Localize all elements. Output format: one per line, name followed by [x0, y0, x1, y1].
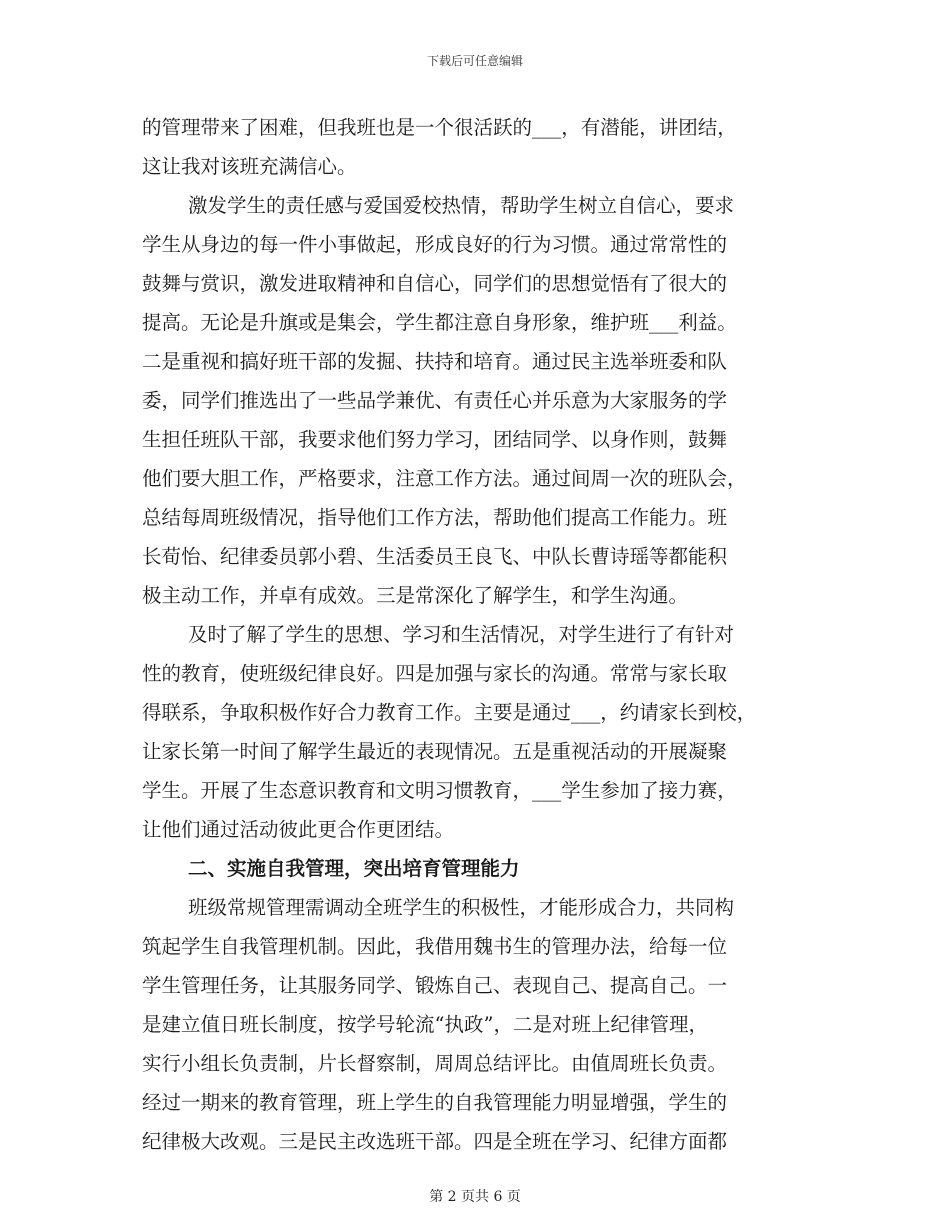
text-line: 的管理带来了困难，但我班也是一个很活跃的___，有潜能，讲团结，	[142, 116, 737, 139]
text-line: 实行小组长负责制，片长督察制，周周总结评比。由值周班长负责。	[142, 1052, 728, 1075]
text-line: 激发学生的责任感与爱国爱校热情，帮助学生树立自信心，要求	[188, 194, 735, 217]
text-line: 学生管理任务，让其服务同学、锻炼自己、表现自己、提高自己。一	[142, 974, 728, 997]
text-line: 纪律极大改观。三是民主改选班干部。四是全班在学习、纪律方面都	[142, 1130, 728, 1153]
text-line: 筑起学生自我管理机制。因此，我借用魏书生的管理办法，给每一位	[142, 935, 728, 958]
text-line: 鼓舞与赏识，激发进取精神和自信心，同学们的思想觉悟有了很大的	[142, 272, 728, 295]
text-line: 班级常规管理需调动全班学生的积极性，才能形成合力，共同构	[188, 896, 735, 919]
text-line: 他们要大胆工作，严格要求，注意工作方法。通过间周一次的班队会，	[142, 467, 747, 490]
text-line: 生担任班队干部，我要求他们努力学习，团结同学、以身作则，鼓舞	[142, 428, 728, 451]
text-line: 委，同学们推选出了一些品学兼优、有责任心并乐意为大家服务的学	[142, 389, 728, 412]
text-line: 及时了解了学生的思想、学习和生活情况，对学生进行了有针对	[188, 623, 735, 646]
text-line: 提高。无论是升旗或是集会，学生都注意自身形象，维护班___利益。	[142, 311, 737, 334]
text-line: 让他们通过活动彼此更合作更团结。	[142, 818, 455, 841]
page-header: 下载后可任意编辑	[426, 54, 523, 68]
page-footer: 第 2 页共 6 页	[429, 1189, 521, 1205]
text-line: 学生。开展了生态意识教育和文明习惯教育，___学生参加了接力赛，	[142, 779, 737, 802]
text-line: 二是重视和搞好班干部的发掘、扶持和培育。通过民主选举班委和队	[142, 350, 728, 373]
text-line: 是建立值日班长制度，按学号轮流“执政”，二是对班上纪律管理，	[142, 1013, 708, 1036]
text-line: 学生从身边的每一件小事做起，形成良好的行为习惯。通过常常性的	[142, 233, 728, 256]
text-line: 总结每周班级情况，指导他们工作方法，帮助他们提高工作能力。班	[142, 506, 728, 529]
text-line: 性的教育，使班级纪律良好。四是加强与家长的沟通。常常与家长取	[142, 662, 728, 685]
text-line: 得联系，争取积极作好合力教育工作。主要是通过___，约请家长到校，	[142, 701, 757, 724]
text-line: 让家长第一时间了解学生最近的表现情况。五是重视活动的开展凝聚	[142, 740, 728, 763]
text-line: 经过一期来的教育管理，班上学生的自我管理能力明显增强，学生的	[142, 1091, 728, 1114]
text-line: 长荀怡、纪律委员郭小碧、生活委员王良飞、中队长曹诗瑶等都能积	[142, 545, 728, 568]
text-line: 极主动工作，并卓有成效。三是常深化了解学生，和学生沟通。	[142, 584, 689, 607]
text-line: 这让我对该班充满信心。	[142, 155, 357, 178]
section-heading: 二、实施自我管理，突出培育管理能力	[188, 857, 520, 880]
document-body	[142, 108, 822, 1161]
